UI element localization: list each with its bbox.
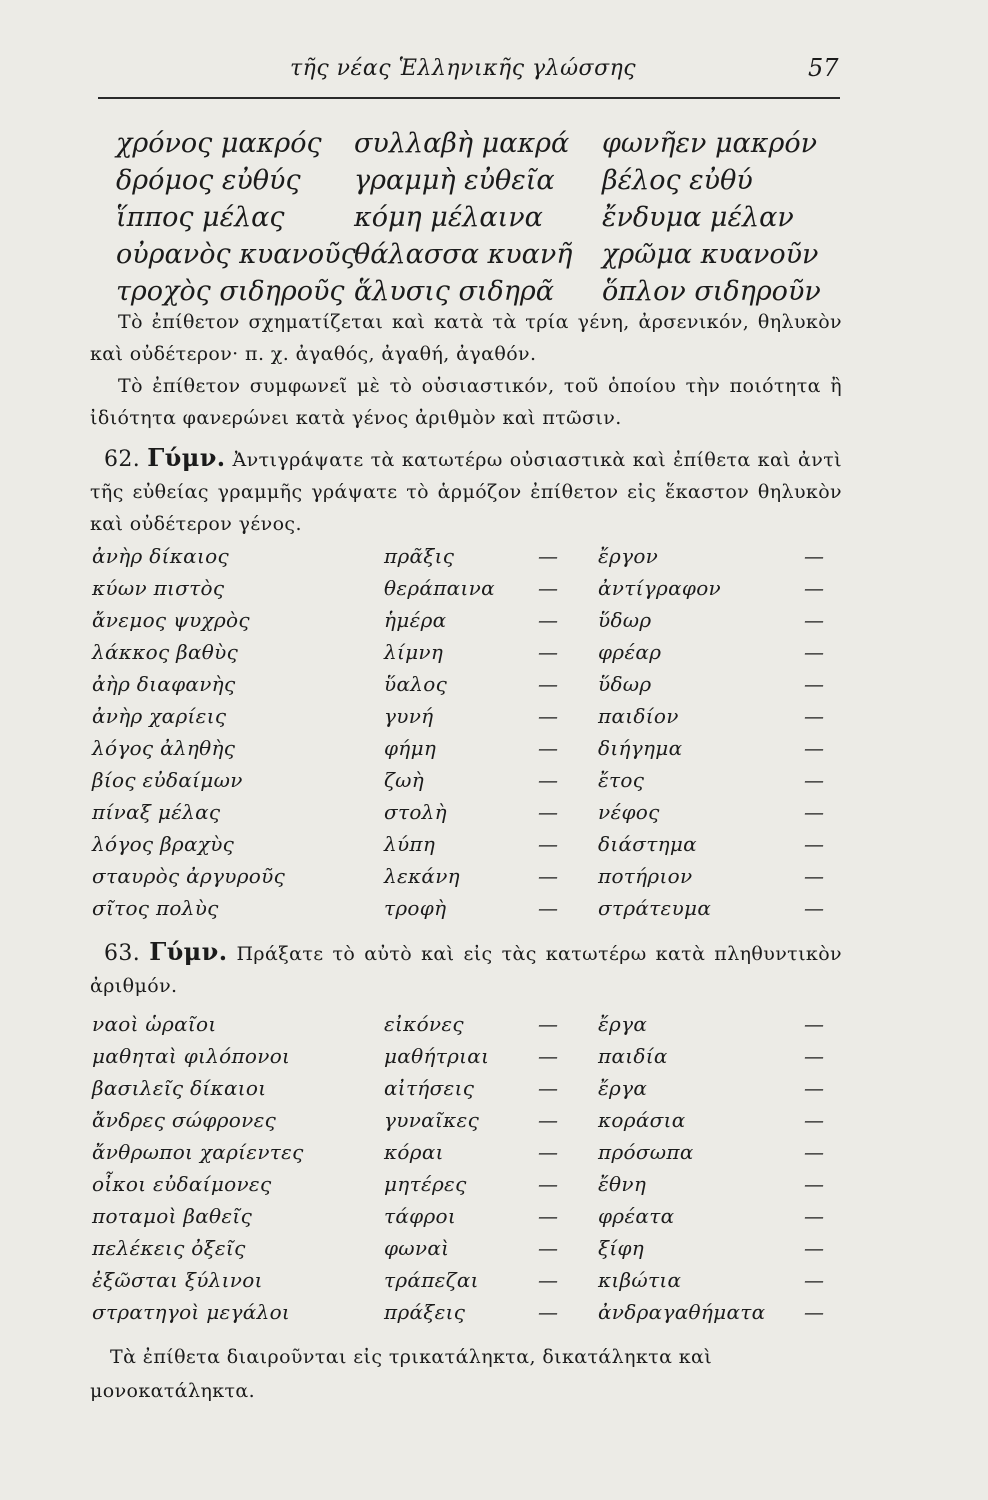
table-cell: θάλασσα κυανῆ bbox=[354, 239, 573, 270]
blank-dash: — bbox=[538, 768, 559, 792]
word-entry: ἡμέρα bbox=[384, 608, 447, 632]
word-entry: παιδία bbox=[598, 1044, 668, 1068]
table-cell: ἅλυσις σιδηρᾶ bbox=[354, 276, 555, 307]
word-entry: τράπεζαι bbox=[384, 1268, 479, 1292]
word-entry: εἰκόνες bbox=[384, 1012, 464, 1036]
word-entry: ὕαλος bbox=[384, 672, 448, 696]
word-entry: λίμνη bbox=[384, 640, 444, 664]
word-entry: γυναῖκες bbox=[384, 1108, 480, 1132]
table-cell: γραμμὴ εὐθεῖα bbox=[354, 165, 555, 196]
blank-dash: — bbox=[538, 736, 559, 760]
blank-dash: — bbox=[804, 1268, 825, 1292]
word-entry: ξίφη bbox=[598, 1236, 645, 1260]
word-entry: σῖτος πολὺς bbox=[92, 896, 219, 920]
word-entry: ποτήριον bbox=[598, 864, 693, 888]
blank-dash: — bbox=[538, 864, 559, 888]
closing-paragraph bbox=[90, 1340, 842, 1408]
word-entry: ἀνὴρ χαρίεις bbox=[92, 704, 227, 728]
word-entry: κόραι bbox=[384, 1140, 444, 1164]
header-rule bbox=[98, 97, 840, 99]
running-header: τῆς νέας Ἑλληνικῆς γλώσσης bbox=[290, 56, 637, 81]
blank-dash: — bbox=[538, 576, 559, 600]
word-entry: τροφὴ bbox=[384, 896, 447, 920]
blank-dash: — bbox=[804, 800, 825, 824]
blank-dash: — bbox=[538, 640, 559, 664]
word-entry: τάφροι bbox=[384, 1204, 457, 1228]
blank-dash: — bbox=[804, 864, 825, 888]
blank-dash: — bbox=[804, 1044, 825, 1068]
word-entry: ποταμοὶ βαθεῖς bbox=[92, 1204, 253, 1228]
word-entry: ἔργα bbox=[598, 1076, 648, 1100]
table-cell: χρῶμα κυανοῦν bbox=[602, 239, 819, 270]
blank-dash: — bbox=[538, 1300, 559, 1324]
word-entry: αἰτήσεις bbox=[384, 1076, 475, 1100]
word-entry: ζωὴ bbox=[384, 768, 425, 792]
word-entry: λεκάνη bbox=[384, 864, 460, 888]
blank-dash: — bbox=[538, 1268, 559, 1292]
blank-dash: — bbox=[538, 1204, 559, 1228]
word-entry: ἀνδραγαθήματα bbox=[598, 1300, 766, 1324]
blank-dash: — bbox=[538, 1076, 559, 1100]
blank-dash: — bbox=[804, 576, 825, 600]
blank-dash: — bbox=[804, 1076, 825, 1100]
blank-dash: — bbox=[538, 1012, 559, 1036]
table-cell: φωνῆεν μακρόν bbox=[602, 128, 818, 159]
word-entry: γυνή bbox=[384, 704, 434, 728]
exercise-number: 63. bbox=[104, 941, 141, 966]
exercise-text: Πράξατε τὸ αὐτὸ καὶ εἰς τὰς κατωτέρω κατὰ πληθυντικὸν ἀριθμόν. bbox=[90, 943, 842, 997]
word-entry: στράτευμα bbox=[598, 896, 712, 920]
word-entry: φρέαρ bbox=[598, 640, 662, 664]
table-cell: οὐρανὸς κυανοῦς bbox=[116, 239, 356, 270]
blank-dash: — bbox=[538, 544, 559, 568]
word-entry: βίος εὐδαίμων bbox=[92, 768, 243, 792]
word-entry: ἔθνη bbox=[598, 1172, 647, 1196]
table-cell: βέλος εὐθύ bbox=[602, 165, 753, 196]
word-entry: μαθηταὶ φιλόπονοι bbox=[92, 1044, 291, 1068]
word-entry: ναοὶ ὡραῖοι bbox=[92, 1012, 217, 1036]
word-entry: στρατηγοὶ μεγάλοι bbox=[92, 1300, 291, 1324]
blank-dash: — bbox=[804, 832, 825, 856]
blank-dash: — bbox=[804, 640, 825, 664]
blank-dash: — bbox=[538, 896, 559, 920]
blank-dash: — bbox=[804, 704, 825, 728]
word-entry: μητέρες bbox=[384, 1172, 467, 1196]
word-entry: ἄνεμος ψυχρὸς bbox=[92, 608, 250, 632]
word-entry: σταυρὸς ἀργυροῦς bbox=[92, 864, 286, 888]
word-entry: οἶκοι εὐδαίμονες bbox=[92, 1172, 272, 1196]
word-entry: κιβώτια bbox=[598, 1268, 682, 1292]
word-entry: ἄνθρωποι χαρίεντες bbox=[92, 1140, 304, 1164]
blank-dash: — bbox=[804, 1012, 825, 1036]
word-entry: διήγημα bbox=[598, 736, 683, 760]
blank-dash: — bbox=[538, 1172, 559, 1196]
word-entry: ἀνὴρ δίκαιος bbox=[92, 544, 229, 568]
table-cell: δρόμος εὐθύς bbox=[116, 165, 301, 196]
word-entry: ἔργα bbox=[598, 1012, 648, 1036]
blank-dash: — bbox=[538, 672, 559, 696]
word-entry: πελέκεις ὀξεῖς bbox=[92, 1236, 246, 1260]
paragraph-agreement: Τὸ ἐπίθετον συμφωνεῖ μὲ τὸ οὐσιαστικόν, τοῦ ὁποίου τὴν ποιότητα ἢ ἰδιότητα φανερώνει κατὰ γένος ἀριθμὸν καὶ πτῶσιν. bbox=[90, 375, 842, 429]
closing-text: Τὰ ἐπίθετα διαιροῦνται εἰς τρικατάληκτα, δικατάληκτα καὶ μονοκατάληκτα. bbox=[90, 1346, 713, 1402]
word-entry: ἀντίγραφον bbox=[598, 576, 721, 600]
word-entry: παιδίον bbox=[598, 704, 679, 728]
table-cell: ὅπλον σιδηροῦν bbox=[602, 276, 821, 307]
word-entry: πράξεις bbox=[384, 1300, 466, 1324]
word-entry: φρέατα bbox=[598, 1204, 675, 1228]
word-entry: ἐξῶσται ξύλινοι bbox=[92, 1268, 263, 1292]
explanation-paragraph bbox=[90, 306, 842, 434]
word-entry: πίναξ μέλας bbox=[92, 800, 221, 824]
word-entry: ἄνδρες σώφρονες bbox=[92, 1108, 277, 1132]
blank-dash: — bbox=[538, 800, 559, 824]
table-cell: ἵππος μέλας bbox=[116, 202, 285, 233]
exercise-63-instructions bbox=[90, 936, 842, 1002]
table-cell: τροχὸς σιδηροῦς bbox=[116, 276, 345, 307]
word-entry: ὕδωρ bbox=[598, 672, 652, 696]
word-entry: λύπη bbox=[384, 832, 436, 856]
blank-dash: — bbox=[804, 1236, 825, 1260]
word-entry: μαθήτριαι bbox=[384, 1044, 490, 1068]
word-entry: ὕδωρ bbox=[598, 608, 652, 632]
exercise-number: 62. bbox=[104, 447, 141, 472]
blank-dash: — bbox=[804, 768, 825, 792]
blank-dash: — bbox=[804, 1300, 825, 1324]
blank-dash: — bbox=[538, 704, 559, 728]
word-entry: νέφος bbox=[598, 800, 660, 824]
exercise-text: Ἀντιγράψατε τὰ κατωτέρω οὐσιαστικὰ καὶ ἐπίθετα καὶ ἀντὶ τῆς εὐθείας γραμμῆς γράψατε τὸ ἁρμόζον ἐπίθετον εἰς ἕκαστον θηλυκὸν καὶ οὐδέτερον γένος. bbox=[90, 449, 842, 535]
blank-dash: — bbox=[538, 1140, 559, 1164]
blank-dash: — bbox=[538, 1236, 559, 1260]
table-cell: ἔνδυμα μέλαν bbox=[602, 202, 794, 233]
exercise-label: Γύμν. bbox=[147, 443, 226, 472]
blank-dash: — bbox=[804, 672, 825, 696]
blank-dash: — bbox=[804, 1108, 825, 1132]
page-number: 57 bbox=[808, 54, 839, 82]
blank-dash: — bbox=[804, 544, 825, 568]
word-entry: ἀὴρ διαφανὴς bbox=[92, 672, 236, 696]
word-entry: θεράπαινα bbox=[384, 576, 495, 600]
word-entry: πρᾶξις bbox=[384, 544, 455, 568]
blank-dash: — bbox=[804, 1204, 825, 1228]
exercise-62-instructions bbox=[90, 442, 842, 540]
table-cell: χρόνος μακρός bbox=[116, 128, 322, 159]
blank-dash: — bbox=[538, 832, 559, 856]
word-entry: φωναὶ bbox=[384, 1236, 450, 1260]
blank-dash: — bbox=[538, 1044, 559, 1068]
blank-dash: — bbox=[538, 1108, 559, 1132]
table-cell: συλλαβὴ μακρά bbox=[354, 128, 570, 159]
word-entry: φήμη bbox=[384, 736, 437, 760]
blank-dash: — bbox=[804, 1140, 825, 1164]
word-entry: διάστημα bbox=[598, 832, 697, 856]
word-entry: στολὴ bbox=[384, 800, 447, 824]
word-entry: κοράσια bbox=[598, 1108, 686, 1132]
blank-dash: — bbox=[804, 896, 825, 920]
word-entry: λόγος βραχὺς bbox=[92, 832, 235, 856]
word-entry: πρόσωπα bbox=[598, 1140, 694, 1164]
word-entry: λόγος ἀληθὴς bbox=[92, 736, 236, 760]
word-entry: βασιλεῖς δίκαιοι bbox=[92, 1076, 267, 1100]
blank-dash: — bbox=[538, 608, 559, 632]
exercise-label: Γύμν. bbox=[149, 937, 228, 966]
table-cell: κόμη μέλαινα bbox=[354, 202, 543, 233]
word-entry: κύων πιστὸς bbox=[92, 576, 225, 600]
word-entry: ἔργον bbox=[598, 544, 659, 568]
blank-dash: — bbox=[804, 736, 825, 760]
paragraph-gender: Τὸ ἐπίθετον σχηματίζεται καὶ κατὰ τὰ τρία γένη, ἀρσενικόν, θηλυκὸν καὶ οὐδέτερον· π. χ. ἀγαθός, ἀγαθή, ἀγαθόν. bbox=[90, 311, 842, 365]
word-entry: λάκκος βαθὺς bbox=[92, 640, 239, 664]
blank-dash: — bbox=[804, 1172, 825, 1196]
blank-dash: — bbox=[804, 608, 825, 632]
word-entry: ἔτος bbox=[598, 768, 645, 792]
